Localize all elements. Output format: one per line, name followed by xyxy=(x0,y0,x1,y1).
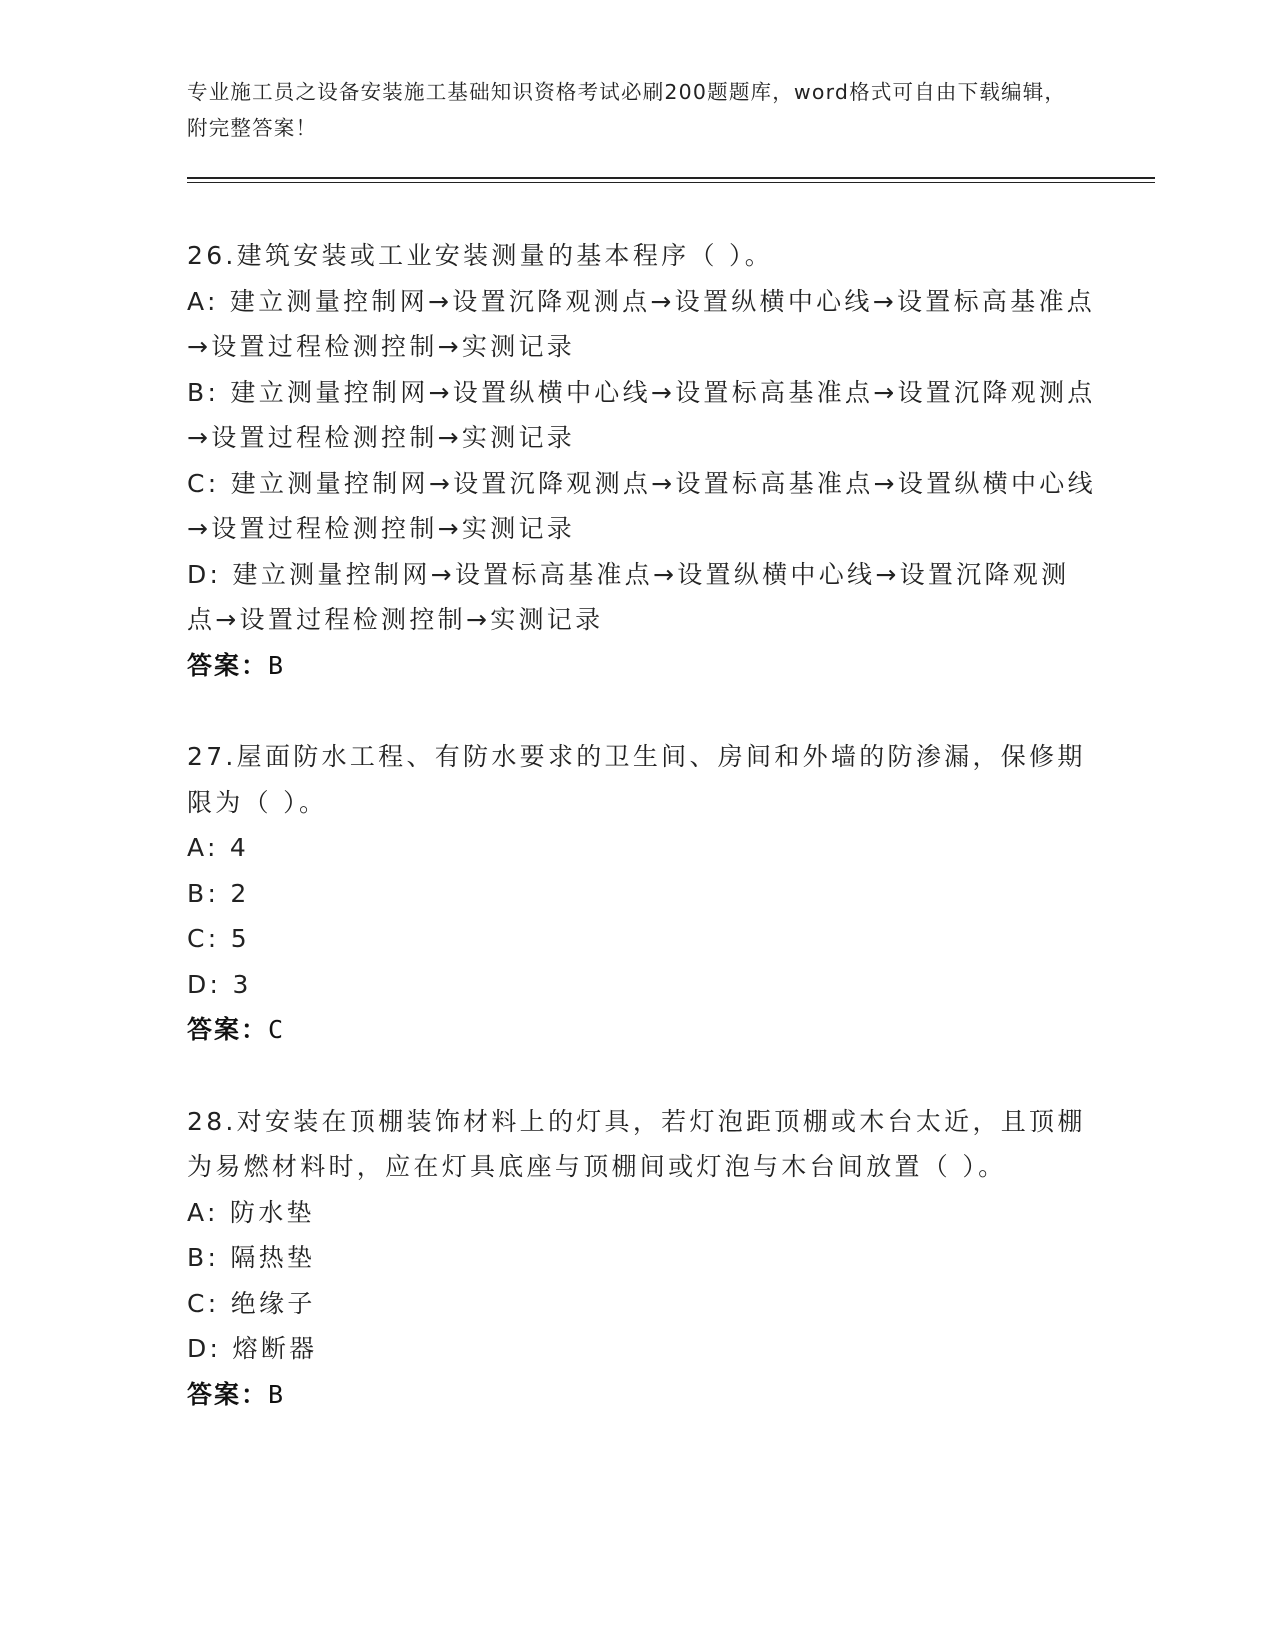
question-27 xyxy=(187,734,1097,1053)
answer-label: 答案： xyxy=(187,1379,269,1409)
option-a: A: 4 xyxy=(187,833,250,862)
question-28 xyxy=(187,1099,1097,1418)
answer-line xyxy=(187,643,1097,689)
option-d: D: 熔断器 xyxy=(187,1334,318,1363)
option-b: B: 2 xyxy=(187,878,250,908)
option-c: C: 绝缘子 xyxy=(187,1288,316,1318)
answer-label: 答案： xyxy=(187,1015,269,1044)
answer-value: C xyxy=(268,1015,286,1044)
option-c: C: 建立测量控制网→设置沉降观测点→设置标高基准点→设置纵横中心线→设置过程检测控制→实测记录 xyxy=(187,468,1096,543)
answer-line xyxy=(187,1007,1097,1053)
answer-value: B xyxy=(268,1379,286,1409)
question-stem: 27.屋面防水工程、有防水要求的卫生间、房间和外墙的防渗漏，保修期限为（ ）。 xyxy=(187,742,1086,817)
header-divider-thin xyxy=(187,182,1155,183)
question-list xyxy=(187,233,1097,1463)
question-stem: 28.对安装在顶棚装饰材料上的灯具，若灯泡距顶棚或木台太近，且顶棚为易燃材料时，应在灯具底座与顶棚间或灯泡与木台间放置（ ）。 xyxy=(187,1106,1086,1181)
page-title: 专业施工员之设备安装施工基础知识资格考试必刷200题题库，word格式可自由下载编辑，附完整答案！ xyxy=(187,80,1067,140)
option-d: D: 3 xyxy=(187,969,252,999)
option-b: B: 建立测量控制网→设置纵横中心线→设置标高基准点→设置沉降观测点→设置过程检测控制→实测记录 xyxy=(187,377,1096,452)
option-b: B: 隔热垫 xyxy=(187,1243,316,1272)
question-26 xyxy=(187,233,1097,688)
option-c: C: 5 xyxy=(187,924,250,953)
answer-label: 答案： xyxy=(187,650,269,680)
option-a: A: 防水垫 xyxy=(187,1197,315,1227)
option-a: A: 建立测量控制网→设置沉降观测点→设置纵横中心线→设置标高基准点→设置过程检测控制→实测记录 xyxy=(187,286,1096,361)
option-d: D: 建立测量控制网→设置标高基准点→设置纵横中心线→设置沉降观测点→设置过程检测控制→实测记录 xyxy=(187,559,1070,634)
answer-line xyxy=(187,1372,1097,1418)
question-stem: 26.建筑安装或工业安装测量的基本程序（ ）。 xyxy=(187,241,774,270)
header-divider xyxy=(187,177,1155,179)
page-header xyxy=(187,74,1087,146)
answer-value: B xyxy=(268,650,286,680)
